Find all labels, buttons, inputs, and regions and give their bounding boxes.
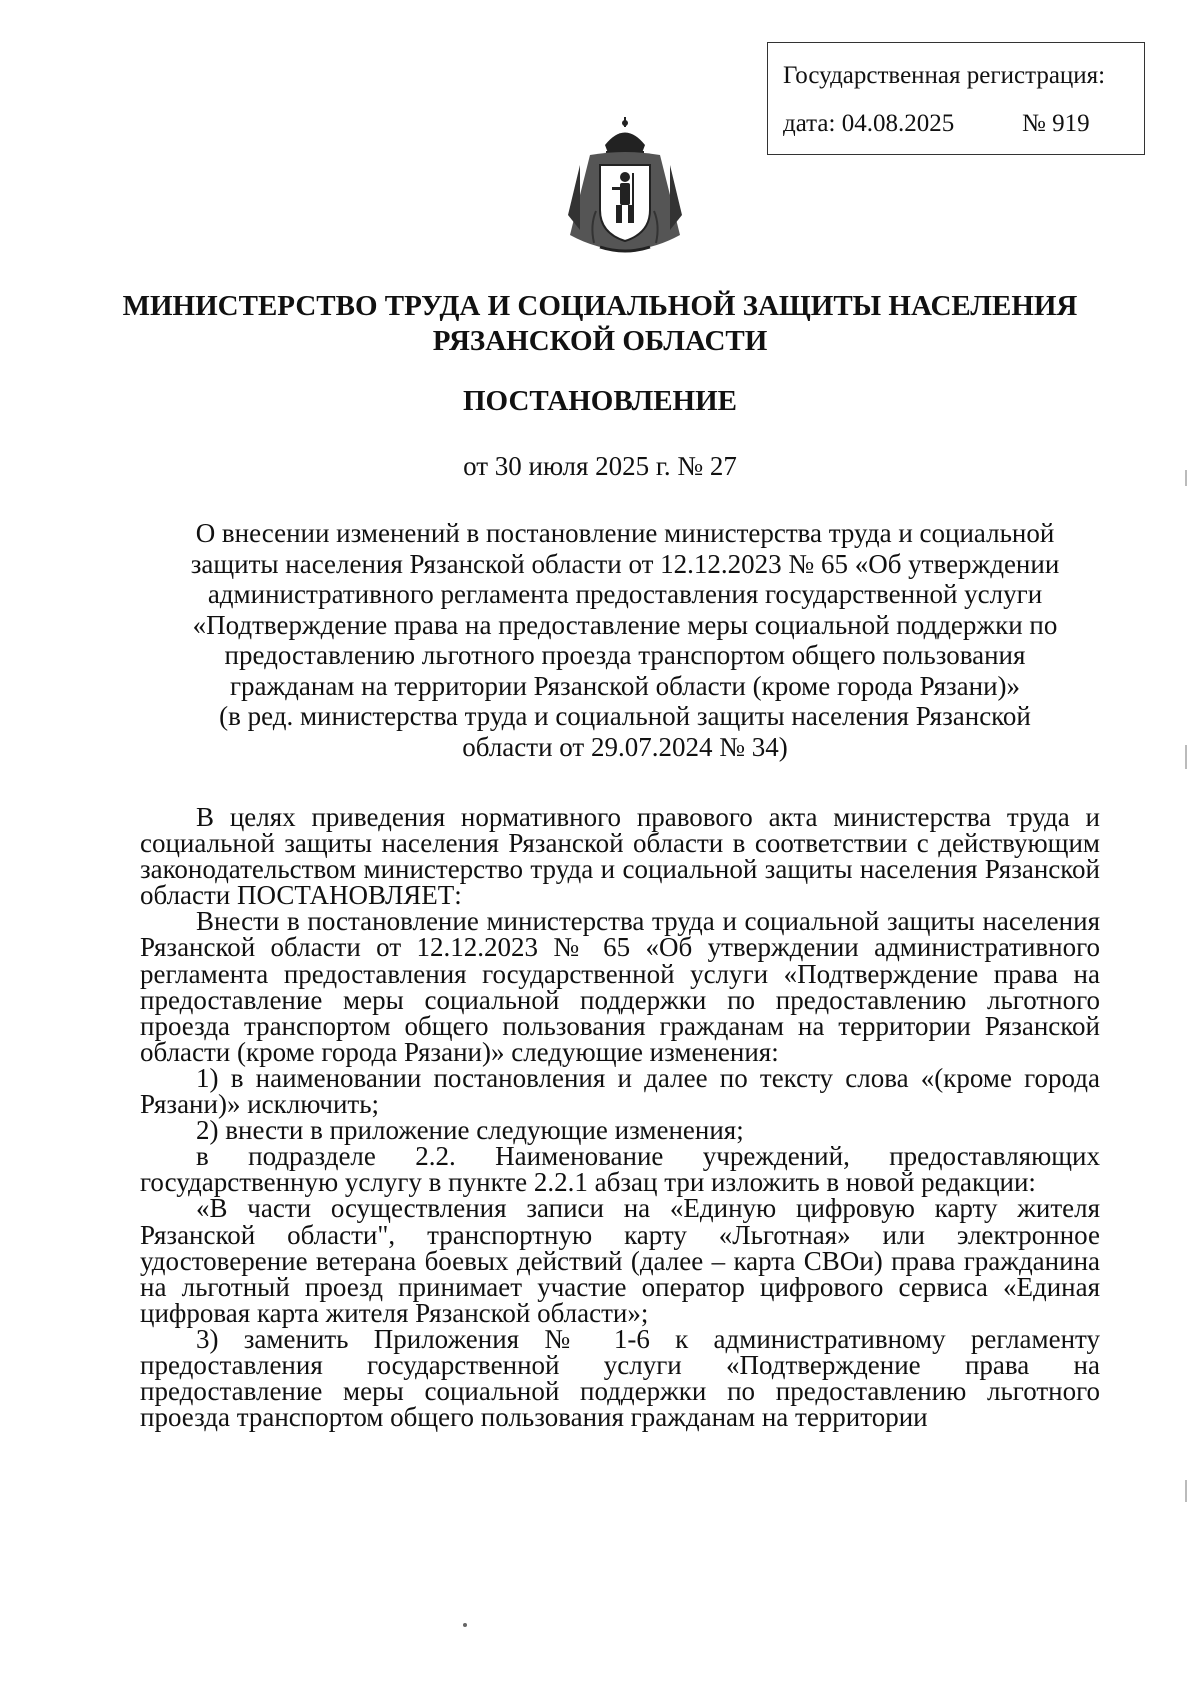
subject-line: О внесении изменений в постановление министерства труда и социальной: [195, 518, 1055, 548]
document-type: ПОСТАНОВЛЕНИЕ: [462, 385, 737, 417]
body-paragraph-resolution: Внести в постановление министерства труда и социальной защиты населения Рязанской области от 12.12.2023 № 65 «Об утверждении административного регламента предоставления государственной услуги «Подтверждение права на предоставление меры социальной поддержки по предоставлению льготного проезда транспортом общего пользования гражданам на территории Рязанской области (кроме города Рязани)» следующие изменения:: [140, 906, 1100, 1067]
registration-stamp: [767, 42, 1145, 155]
document-subject: [160, 518, 1090, 762]
scan-margin-mark: [1185, 745, 1187, 769]
document-date-number: от 30 июля 2025 г. № 27: [463, 451, 737, 481]
body-paragraph-preamble: В целях приведения нормативного правового акта министерства труда и социальной защиты населения Рязанской области в соответствии с действующим законодательством министерство труда и социальной защиты населения Рязанской области ПОСТАНОВЛЯЕТ:: [140, 802, 1100, 911]
organization-name-line-1: МИНИСТЕРСТВО ТРУДА И СОЦИАЛЬНОЙ ЗАЩИТЫ НАСЕЛЕНИЯ: [122, 290, 1078, 322]
body-paragraph-item-1: 1) в наименовании постановления и далее по тексту слова «(кроме города Рязани)» исключить;: [140, 1062, 1100, 1120]
subject-line: «Подтверждение права на предоставление меры социальной поддержки по: [192, 609, 1058, 640]
ryazan-coat-of-arms-icon: [560, 115, 690, 263]
scan-margin-mark: [1185, 1480, 1187, 1502]
subject-line: (в ред. министерства труда и социальной защиты населения Рязанской: [219, 701, 1031, 731]
subject-line: предоставлению льготного проезда транспортом общего пользования: [224, 640, 1026, 670]
body-paragraph-subsection: в подразделе 2.2. Наименование учреждений, предоставляющих государственную услугу в пункте 2.2.1 абзац три изложить в новой редакции:: [140, 1141, 1100, 1198]
subject-line: области от 29.07.2024 № 34): [462, 731, 788, 762]
document-body: [140, 802, 1100, 1433]
body-paragraph-item-2: 2) внести в приложение следующие изменения;: [196, 1115, 744, 1146]
subject-line: защиты населения Рязанской области от 12.12.2023 № 65 «Об утверждении: [190, 548, 1060, 579]
subject-line: административного регламента предоставления государственной услуги: [207, 579, 1043, 609]
body-paragraph-quote: «В части осуществления записи на «Единую цифровую карту жителя Рязанской области", транспортную карту «Льготная» или электронное удостоверение ветерана боевых действий (далее – карта СВОи) права гражданина на льготный проезд принимает участие оператор цифрового сервиса «Единая цифровая карта жителя Рязанской области»;: [140, 1193, 1100, 1328]
organization-name: [60, 289, 1140, 359]
registration-number: № 919: [1022, 110, 1090, 137]
organization-name-line-2: РЯЗАНСКОЙ ОБЛАСТИ: [432, 325, 768, 357]
scan-margin-mark: [1185, 470, 1187, 486]
body-paragraph-item-3: 3) заменить Приложения № 1-6 к административному регламенту предоставления государственной услуги «Подтверждение права на предоставление меры социальной поддержки по предоставлению льготного проезда транспортом общего пользования гражданам на территории: [140, 1323, 1100, 1433]
registration-date: дата: 04.08.2025: [783, 110, 955, 137]
scan-dot-mark: [463, 1623, 467, 1627]
registration-title: Государственная регистрация:: [783, 62, 1106, 89]
subject-line: гражданам на территории Рязанской области (кроме города Рязани)»: [229, 670, 1021, 701]
